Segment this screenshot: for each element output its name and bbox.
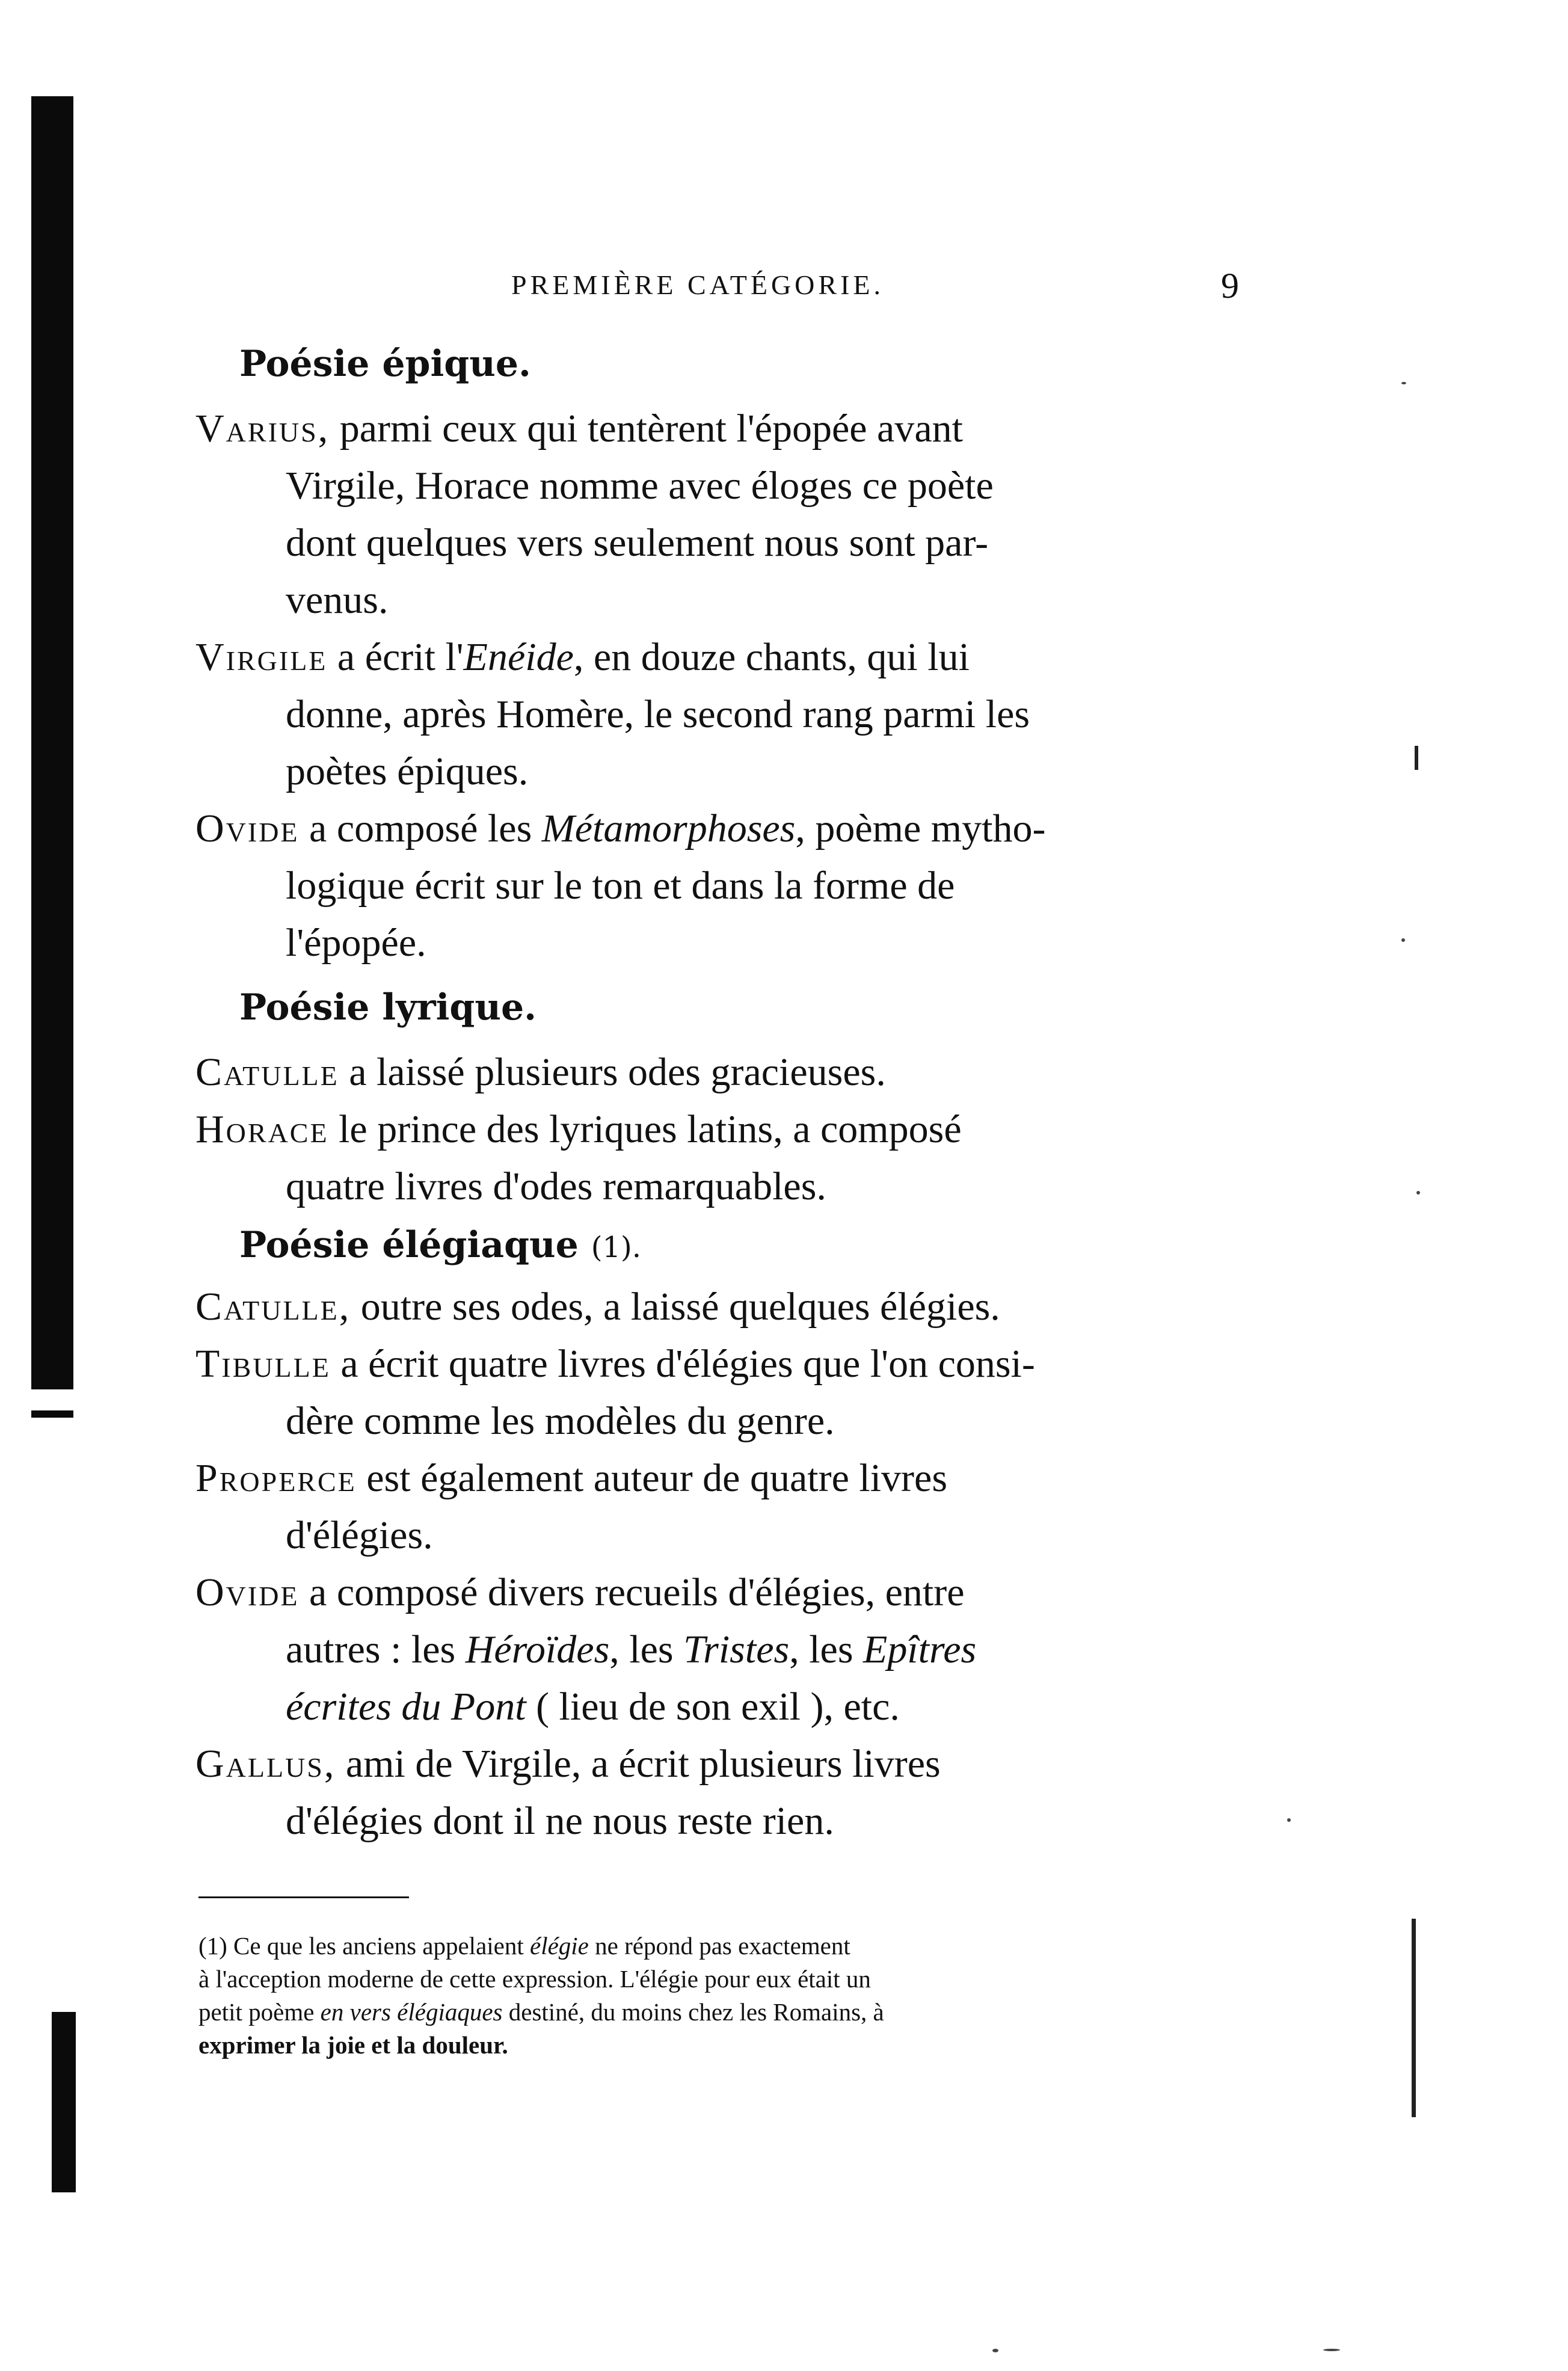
section-heading xyxy=(239,1224,641,1266)
entry-text: donne, après Homère, le second rang parmi les xyxy=(286,692,1030,736)
footnote-text: à l'acception moderne de cette expression. L'élégie pour eux était un xyxy=(198,1965,871,1993)
margin-mark xyxy=(1412,1919,1416,2117)
margin-mark xyxy=(1415,746,1418,770)
footnote xyxy=(198,1930,1239,2062)
author-name: Ovide xyxy=(195,807,300,850)
entry-text: ( lieu de son exil ), etc. xyxy=(526,1685,900,1729)
entry-text: a composé les xyxy=(309,807,542,850)
scan-speck xyxy=(1287,1818,1291,1822)
entry-text: est également auteur de quatre livres xyxy=(366,1456,947,1500)
author-name: Varius, xyxy=(195,407,330,451)
entry-text: a écrit l' xyxy=(337,635,464,679)
entry-properce xyxy=(195,1450,1236,1564)
footnote-text: petit poème xyxy=(198,1998,321,2026)
scan-speck xyxy=(992,2349,998,2352)
entry-text: , en douze chants, qui lui xyxy=(573,635,970,679)
entry-text: outre ses odes, a laissé quelques élégies. xyxy=(360,1285,1000,1329)
footnote-text: destiné, du moins chez les Romains, à xyxy=(502,1998,884,2026)
entry-virgile xyxy=(195,629,1236,800)
section-heading: Poésie lyrique. xyxy=(239,986,537,1029)
work-title: Héroïdes xyxy=(465,1628,610,1671)
author-name: Gallus, xyxy=(195,1742,336,1786)
footnote-text: ne répond pas exactement xyxy=(588,1932,850,1960)
footnote-text: exprimer la joie et la douleur. xyxy=(198,2031,508,2059)
running-title: PREMIÈRE CATÉGORIE. xyxy=(511,269,884,300)
entry-varius xyxy=(195,400,1236,629)
footnote-rule xyxy=(198,1896,409,1898)
binding-shadow xyxy=(52,2012,76,2192)
entry-ovide-elegiaque xyxy=(195,1564,1236,1735)
entry-ovide-epique xyxy=(195,800,1236,971)
scan-speck xyxy=(1323,2349,1340,2351)
section-heading-text: Poésie élégiaque xyxy=(239,1224,579,1266)
entry-text: , poème mytho- xyxy=(795,807,1046,850)
entry-text: d'élégies. xyxy=(286,1513,433,1557)
author-name: Ovide xyxy=(195,1570,300,1614)
work-title: écrites du Pont xyxy=(286,1685,526,1729)
entry-text: dère comme les modèles du genre. xyxy=(286,1399,835,1443)
entry-text: a composé divers recueils d'élégies, entre xyxy=(309,1570,965,1614)
entry-text: quatre livres d'odes remarquables. xyxy=(286,1164,826,1208)
entry-text: logique écrit sur le ton et dans la forme de xyxy=(286,864,955,908)
footnote-text: (1) Ce que les anciens appelaient xyxy=(198,1932,530,1960)
page-header xyxy=(198,266,1239,311)
entry-text: ami de Virgile, a écrit plusieurs livres xyxy=(345,1742,941,1786)
author-name: Virgile xyxy=(195,635,328,679)
entry-text: d'élégies dont il ne nous reste rien. xyxy=(286,1799,834,1843)
binding-shadow xyxy=(31,1410,73,1418)
work-title: Epîtres xyxy=(863,1628,977,1671)
entry-text: , les xyxy=(789,1628,864,1671)
entry-text: poètes épiques. xyxy=(286,749,529,793)
entry-text: dont quelques vers seulement nous sont par- xyxy=(286,521,989,565)
author-name: Properce xyxy=(195,1456,357,1500)
entry-text: , les xyxy=(609,1628,684,1671)
footnote-reference: (1). xyxy=(591,1231,641,1264)
entry-text: a écrit quatre livres d'élégies que l'on consi- xyxy=(340,1342,1035,1386)
page-number: 9 xyxy=(1221,266,1239,306)
work-title: Tristes xyxy=(683,1628,790,1671)
scan-speck xyxy=(1401,938,1405,942)
entry-tibulle xyxy=(195,1335,1236,1450)
entry-text: l'épopée. xyxy=(286,921,426,965)
work-title: Métamorphoses xyxy=(541,807,796,850)
entry-text: autres : les xyxy=(286,1628,466,1671)
author-name: Catulle xyxy=(195,1050,339,1094)
section-heading: Poésie épique. xyxy=(239,343,531,385)
footnote-term: en vers élégiaques xyxy=(320,1998,503,2026)
author-name: Catulle, xyxy=(195,1285,351,1329)
entry-text: parmi ceux qui tentèrent l'épopée avant xyxy=(339,407,963,451)
entry-horace xyxy=(195,1101,1236,1215)
entry-catulle-elegiaque xyxy=(195,1278,1236,1335)
footnote-term: élégie xyxy=(530,1932,589,1960)
binding-shadow xyxy=(31,96,73,1389)
entry-text: a laissé plusieurs odes gracieuses. xyxy=(349,1050,886,1094)
entry-text: le prince des lyriques latins, a composé xyxy=(339,1107,962,1151)
author-name: Tibulle xyxy=(195,1342,331,1386)
scan-speck xyxy=(1401,382,1406,384)
entry-gallus xyxy=(195,1735,1236,1850)
scan-speck xyxy=(1416,1191,1420,1195)
entry-catulle-lyrique xyxy=(195,1044,1236,1101)
entry-text: Virgile, Horace nomme avec éloges ce poète xyxy=(286,464,994,508)
entry-text: venus. xyxy=(286,578,389,622)
author-name: Horace xyxy=(195,1107,329,1151)
work-title: Enéide xyxy=(463,635,574,679)
